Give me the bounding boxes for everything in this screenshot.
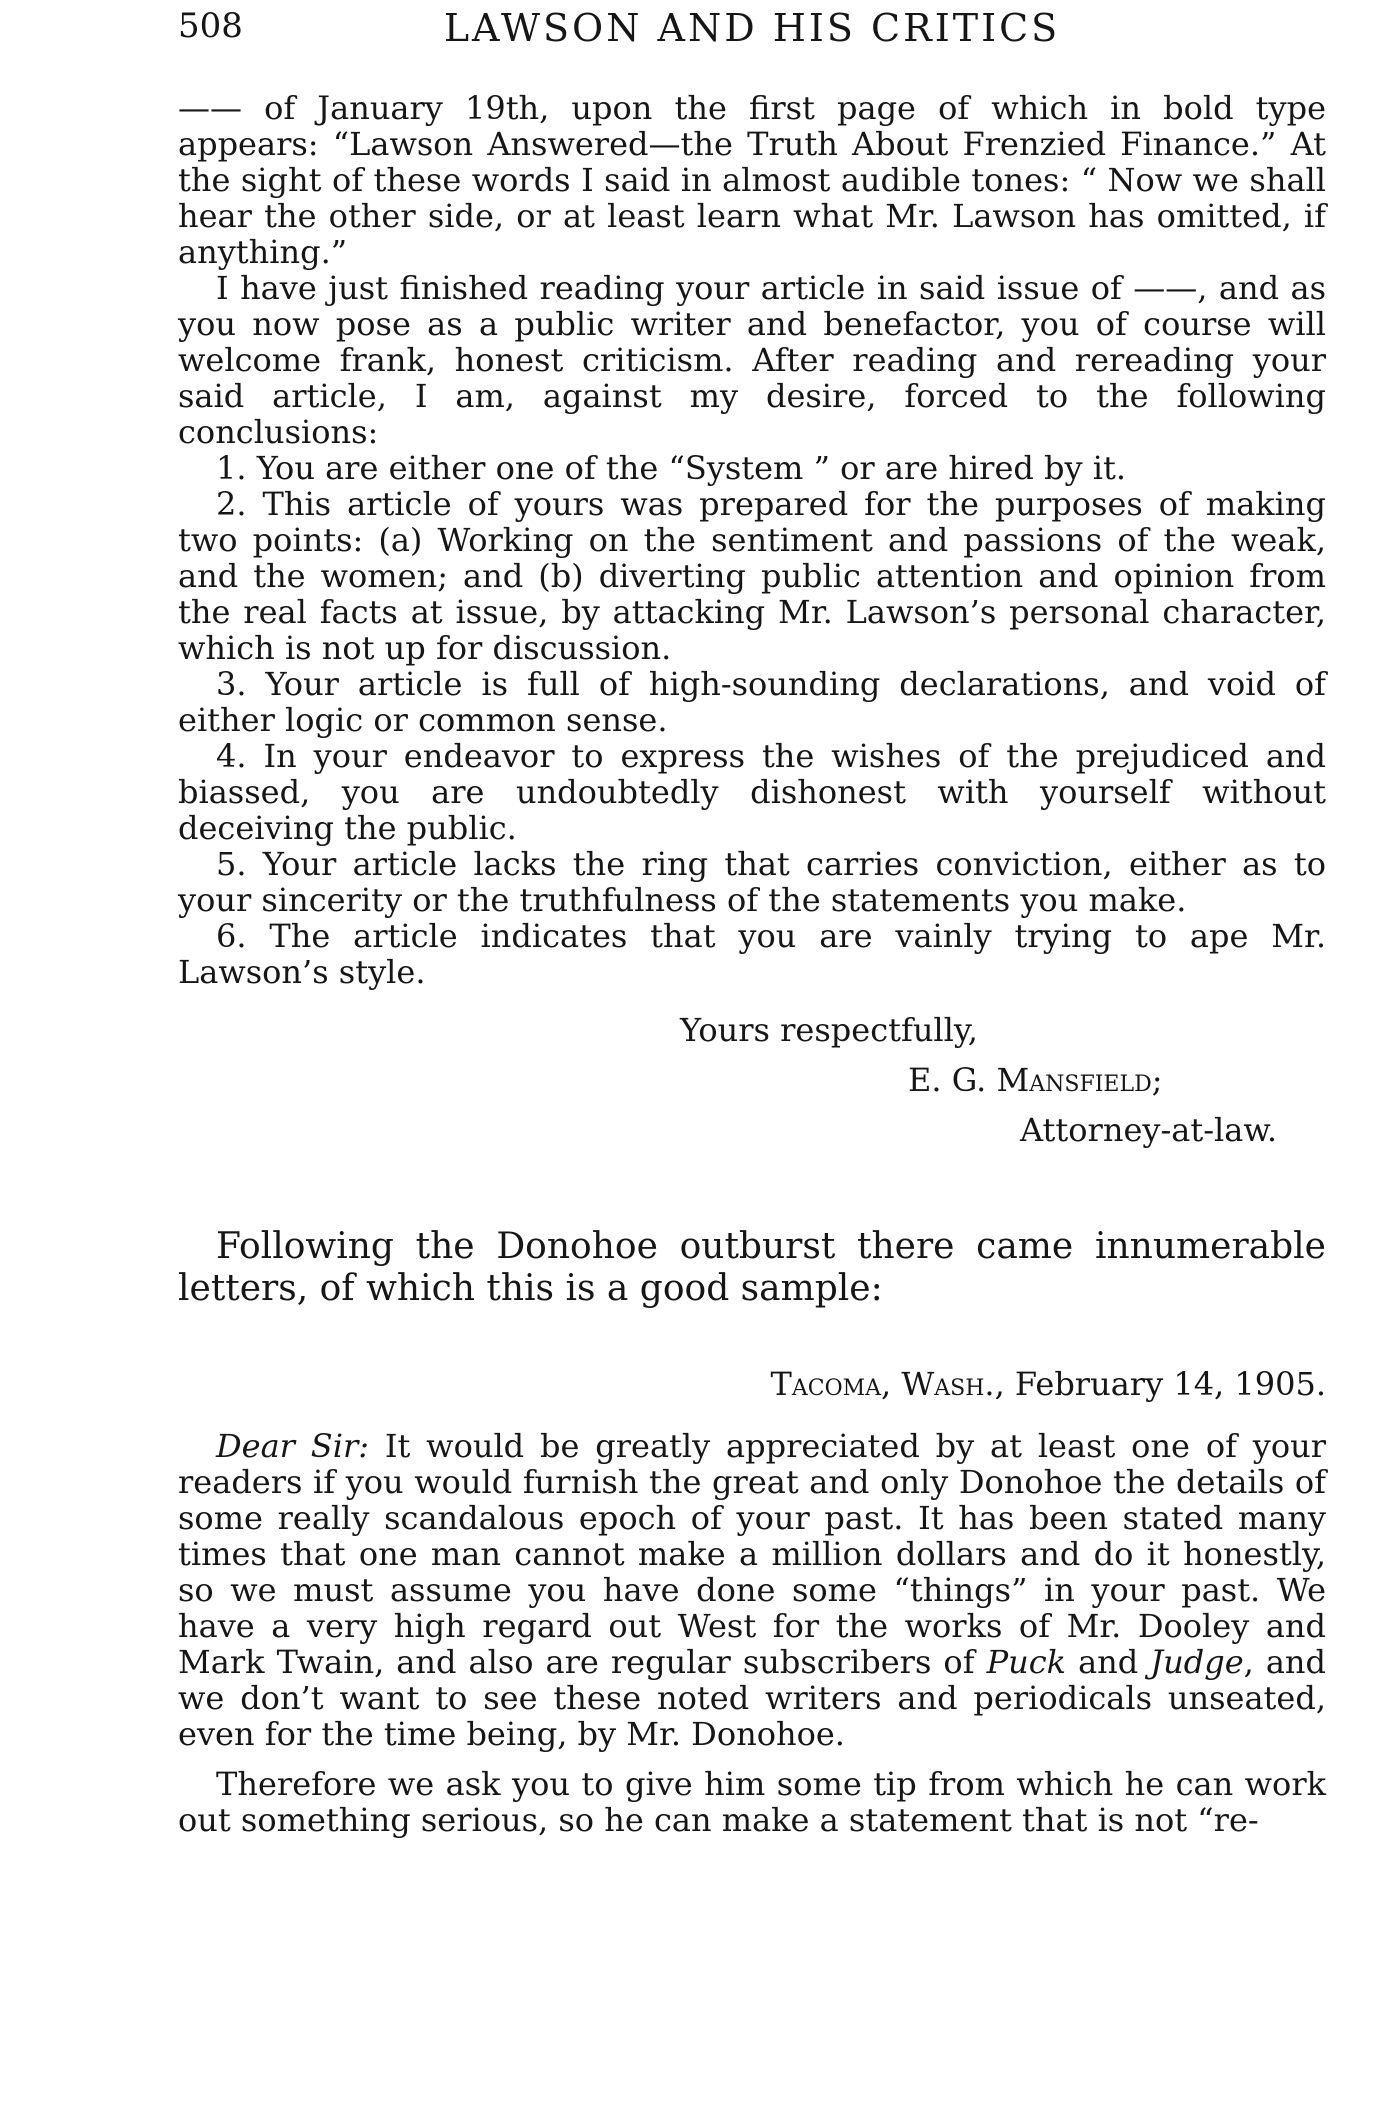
dateline-place: Tacoma, Wash.	[770, 1365, 995, 1403]
conclusion-item-3: 3. Your article is full of high-sounding declarations, and void of either logic or common sense.	[178, 665, 1326, 739]
closing-line: Yours respectfully,	[680, 1011, 978, 1049]
interlude-block	[178, 1226, 1326, 1310]
signer-title: Attorney-at-law.	[1020, 1111, 1278, 1149]
signature-line: E. G. Mansfield;	[908, 1061, 1163, 1099]
page-number: 508	[178, 6, 243, 46]
running-head	[178, 6, 1326, 66]
conclusion-item-1: 1. You are either one of the “System ” or are hired by it.	[216, 449, 1127, 487]
conjunction: and	[1066, 1643, 1151, 1681]
conclusion-item-2: 2. This article of yours was prepared for the purposes of making two points: (a) Working on the sentiment and passions of the weak, and the women; and (b) diverting public attention and opinion from the real facts at issue, by attacking Mr. Lawson’s personal character, which is not up for discussion.	[178, 485, 1326, 667]
letter-two-text: It would be greatly appreciated by at least one of your readers if you would furnish the great and only Donohoe the details of some really scandalous epoch of your past. It has been stated many times that one man cannot make a million dollars and do it honestly, so we must assume you have done some “things” in your past. We have a very high regard out West for the works of Mr. Dooley and Mark Twain, and also are regular subscribers of	[178, 1427, 1327, 1681]
dateline-date: , February 14, 1905.	[994, 1365, 1326, 1403]
signer-surname: Mansfield	[996, 1061, 1152, 1099]
page-body	[178, 90, 1326, 1838]
dateline	[178, 1366, 1326, 1402]
interlude-text: Following the Donohoe outburst there came innumerable letters, of which this is a good sample:	[178, 1226, 1326, 1309]
salutation: Dear Sir:	[216, 1427, 370, 1465]
letter-two-text-end: , and we don’t want to see these noted writers and periodicals unseated, even for the time being, by Mr. Donohoe.	[178, 1643, 1327, 1753]
conclusion-item-4: 4. In your endeavor to express the wishes of the prejudiced and biassed, you are undoubtedly dishonest with yourself without deceiving the public.	[178, 737, 1326, 847]
conclusion-item-5: 5. Your article lacks the ring that carries conviction, either as to your sincerity or the truthfulness of the statements you make.	[178, 845, 1326, 919]
puck-title: Puck	[986, 1643, 1067, 1681]
signer-initials: E. G.	[908, 1061, 987, 1099]
letter-one-paragraph-1: —— of January 19th, upon the first page of which in bold type appears: “Lawson Answered—the Truth About Frenzied Finance.” At the sight of these words I said in almost audible tones: “ Now we shall hear the other side, or at least learn what Mr. Lawson has omitted, if anything.”	[178, 89, 1326, 271]
running-title: LAWSON AND HIS CRITICS	[443, 6, 1061, 50]
letter-two-paragraph-1	[178, 1428, 1326, 1752]
letter-two-paragraph-2: Therefore we ask you to give him some tip from which he can work out something serious, so he can make a statement that is not “re-	[178, 1765, 1326, 1839]
conclusion-item-6: 6. The article indicates that you are vainly trying to ape Mr. Lawson’s style.	[178, 917, 1326, 991]
letter-one-paragraph-2: I have just finished reading your article in said issue of ——, and as you now pose as a public writer and benefactor, you of course will welcome frank, honest criticism. After reading and rereading your said article, I am, against my desire, forced to the following conclusions:	[178, 269, 1326, 451]
judge-title: Judge	[1150, 1643, 1244, 1681]
